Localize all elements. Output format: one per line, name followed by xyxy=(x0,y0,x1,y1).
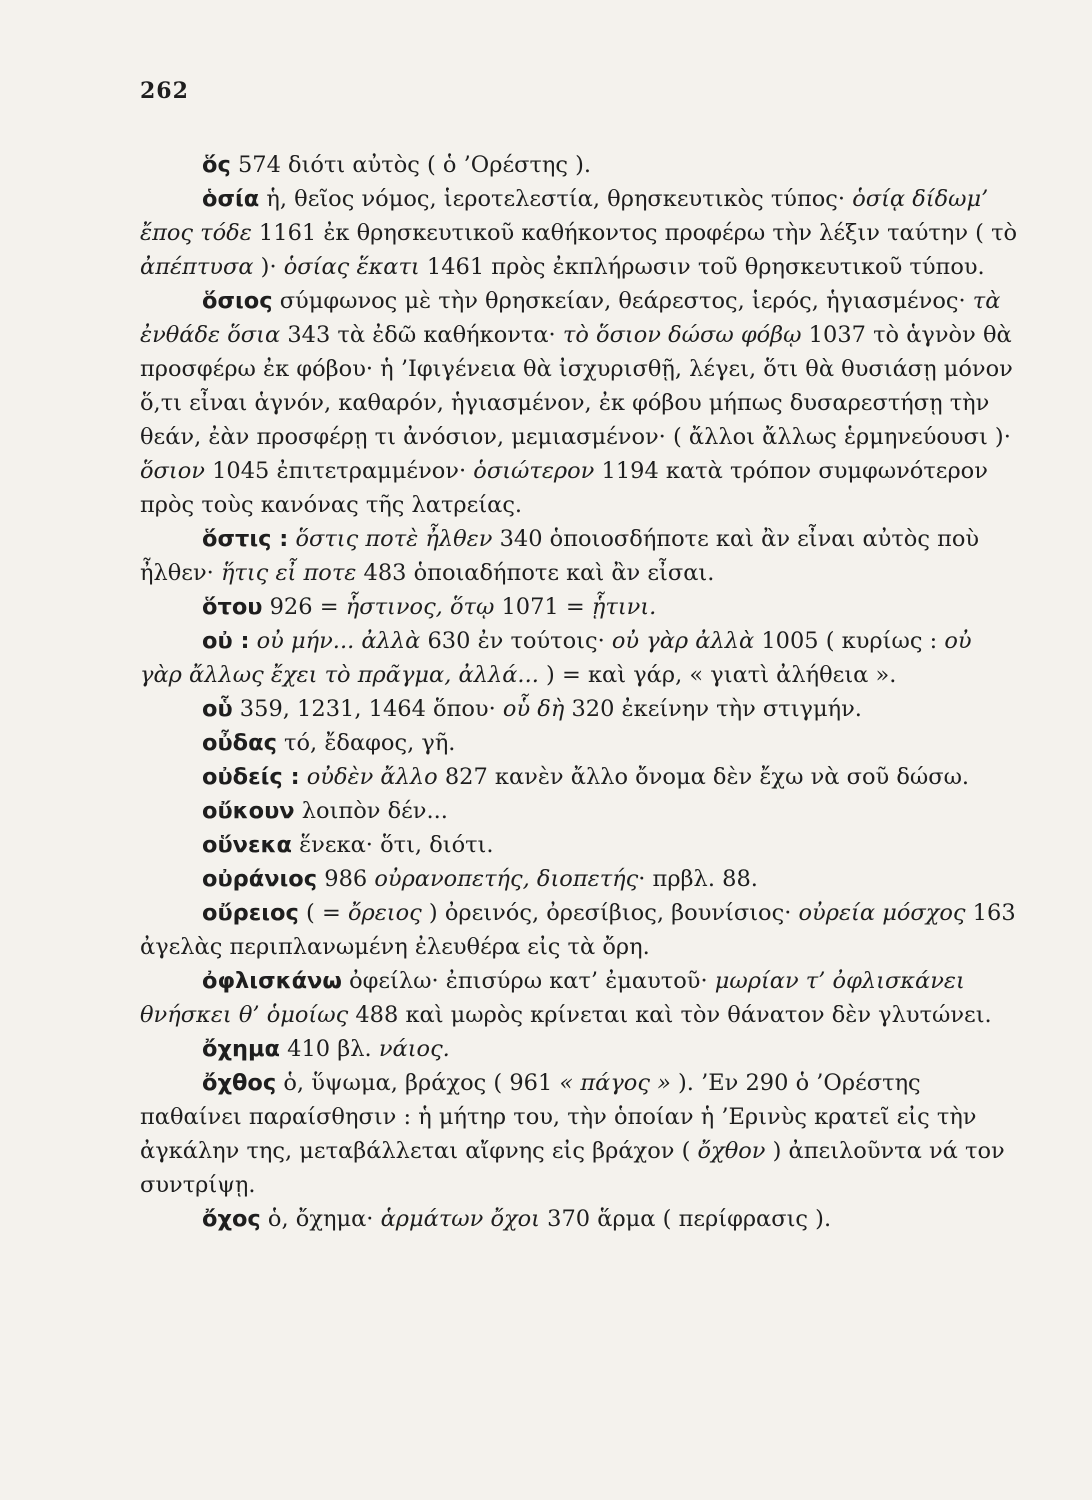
page-number: 262 xyxy=(140,78,189,104)
glossary-entry xyxy=(140,284,1020,522)
entry-text: 827 κανὲν ἄλλο ὄνομα δὲν ἔχω νὰ σοῦ δώσω. xyxy=(437,764,970,790)
entry-quote: οὐρεία μόσχος xyxy=(798,900,966,926)
entry-quote: οὐρανοπετής, διοπετής xyxy=(374,866,639,892)
glossary-entry xyxy=(140,1066,1020,1202)
entry-text: ὁ, ὄχημα· xyxy=(260,1206,381,1232)
entry-text: σύμφωνος μὲ τὴν θρησκείαν, θεάρεστος, ἱερός, ἡγιασμένος· xyxy=(272,288,973,314)
entry-text: 488 καὶ μωρὸς κρίνεται καὶ τὸν θάνατον δὲν γλυτώνει. xyxy=(348,1002,992,1028)
entry-text: 926 = xyxy=(262,594,346,620)
entry-quote: μωρίαν τ’ ὀφλισκάνει θνήσκει θ’ ὁμοίως xyxy=(140,968,965,1028)
entry-headword: ὅτου xyxy=(202,594,263,620)
entry-headword: ὄχημα xyxy=(202,1036,281,1062)
entry-quote: οὐ γὰρ ἀλλὰ xyxy=(611,628,755,654)
entry-quote: οὐδὲν ἄλλο xyxy=(306,764,438,790)
entry-quote: ἧστινος, ὅτῳ xyxy=(345,594,495,620)
entry-headword: ὀφλισκάνω xyxy=(202,968,342,994)
entry-text: 574 διότι αὐτὸς ( ὁ ’Ορέστης ). xyxy=(230,152,592,178)
entry-text: 986 xyxy=(317,866,375,892)
entry-text xyxy=(249,628,256,654)
glossary-entry xyxy=(140,1032,1020,1066)
glossary-entry xyxy=(140,760,1020,794)
entry-text: 359, 1231, 1464 ὅπου· xyxy=(232,696,503,722)
entry-text: 1037 τὸ ἁγνὸν θὰ προσφέρω ἐκ φόβου· ἡ ’Ιφιγένεια θὰ ἰσχυρισθῇ, λέγει, ὅτι θὰ θυσιάσῃ μόνον ὅ,τι εἶναι ἁγνόν, καθαρόν, ἡγιασμένον, ἐκ φόβου μήπως δυσαρεστήσῃ τὴν θεάν, ἐὰν προσφέρῃ τι ἀνόσιον, μεμιασμένον· ( ἄλλοι ἄλλως ἑρμηνεύουσι )· xyxy=(140,322,1013,450)
entry-text: ) = καὶ γάρ, « γιατὶ ἀλήθεια ». xyxy=(538,662,897,688)
entry-text: ( = xyxy=(298,900,348,926)
glossary-entry xyxy=(140,726,1020,760)
entry-headword: ὁσία xyxy=(202,186,260,212)
glossary-entry xyxy=(140,964,1020,1032)
entry-text: ἡ, θεῖος νόμος, ἱεροτελεστία, θρησκευτικὸς τύπος· xyxy=(259,186,853,212)
entry-text: 1045 ἐπιτετραμμένον· xyxy=(204,458,474,484)
entry-text: 410 βλ. xyxy=(280,1036,379,1062)
entry-headword: οὔρειος xyxy=(202,900,299,926)
glossary-entry xyxy=(140,828,1020,862)
entry-headword: ὅσιος xyxy=(202,288,273,314)
entry-text: 630 ἐν τούτοις· xyxy=(420,628,612,654)
entry-text: ἕνεκα· ὅτι, διότι. xyxy=(291,832,494,858)
entry-quote: οὐ γὰρ ἄλλως ἔχει τὸ πρᾶγμα, ἀλλά... xyxy=(140,628,972,688)
entry-text: 1161 ἐκ θρησκευτικοῦ καθήκοντος προφέρω τὴν λέξιν ταύτην ( τὸ xyxy=(251,220,1018,246)
entry-text: ὁ, ὕψωμα, βράχος ( 961 xyxy=(276,1070,560,1096)
glossary-entry xyxy=(140,1202,1020,1236)
entry-text: 483 ὁποιαδήποτε καὶ ἂν εἶσαι. xyxy=(356,560,715,586)
entry-text: ) ἀπειλοῦντα νά τον συντρίψῃ. xyxy=(140,1138,1005,1198)
entry-headword: οὗ xyxy=(202,696,233,722)
entry-quote: τὸ ὅσιον δώσω φόβῳ xyxy=(562,322,802,348)
entry-quote: ἁρμάτων ὄχοι xyxy=(380,1206,540,1232)
glossary-entry xyxy=(140,794,1020,828)
entry-quote: ὄχθον xyxy=(697,1138,766,1164)
glossary-entry xyxy=(140,624,1020,692)
entry-text: 320 ἐκείνην τὴν στιγμήν. xyxy=(564,696,862,722)
entry-text: 1005 ( κυρίως : xyxy=(754,628,945,654)
entry-quote: ὅσιον xyxy=(140,458,205,484)
entry-quote: ἥτις εἶ ποτε xyxy=(220,560,357,586)
entry-quote: νάιος. xyxy=(378,1036,450,1062)
entry-quote: ὁσίᾳ δίδωμ’ ἔπος τόδε xyxy=(140,186,989,246)
entry-quote: οὗ δὴ xyxy=(502,696,565,722)
entry-text: ὀφείλω· ἐπισύρω κατ’ ἐμαυτοῦ· xyxy=(341,968,715,994)
entry-headword: ὅστις : xyxy=(202,526,289,552)
entry-headword: οὖδας xyxy=(202,730,277,756)
entry-headword: ὄχος xyxy=(202,1206,261,1232)
entry-text: 163 ἀγελὰς περιπλανωμένη ἐλευθέρα εἰς τὰ ὄρη. xyxy=(140,900,1016,960)
entry-text: 370 ἅρμα ( περίφρασις ). xyxy=(540,1206,832,1232)
entry-text: ). ’Εν 290 ὁ ’Ορέστης παθαίνει παραίσθησιν : ἡ μήτηρ του, τὴν ὁποίαν ἡ ’Ερινὺς κρατεῖ εἰς τὴν ἀγκάλην της, μεταβάλλεται αἴφνης εἰς βράχον ( xyxy=(140,1070,977,1164)
glossary-entry xyxy=(140,148,1020,182)
entry-text: τό, ἔδαφος, γῆ. xyxy=(276,730,456,756)
entry-quote: οὐ μήν... ἀλλὰ xyxy=(256,628,421,654)
entry-quote: « πάγος » xyxy=(559,1070,671,1096)
glossary-entry xyxy=(140,896,1020,964)
glossary-entries xyxy=(140,148,1020,1236)
entry-text xyxy=(300,764,307,790)
entry-headword: ὅς xyxy=(202,152,231,178)
entry-text: 1071 = xyxy=(494,594,592,620)
entry-text: 1461 πρὸς ἐκπλήρωσιν τοῦ θρησκευτικοῦ τύπου. xyxy=(419,254,985,280)
glossary-entry xyxy=(140,692,1020,726)
glossary-entry xyxy=(140,522,1020,590)
entry-quote: ᾗτινι. xyxy=(591,594,657,620)
entry-headword: οὕνεκα xyxy=(202,832,292,858)
entry-quote: ὄρειος xyxy=(347,900,422,926)
entry-quote: ἀπέπτυσα xyxy=(140,254,254,280)
entry-headword: οὐδείς : xyxy=(202,764,300,790)
entry-quote: ὁσίας ἕκατι xyxy=(283,254,420,280)
entry-headword: ὄχθος xyxy=(202,1070,277,1096)
entry-text: 1194 κατὰ τρόπον συμφωνότερον πρὸς τοὺς κανόνας τῆς λατρείας. xyxy=(140,458,988,518)
entry-quote: ὁσιώτερον xyxy=(473,458,595,484)
entry-text: 343 τὰ ἐδῶ καθήκοντα· xyxy=(280,322,563,348)
entry-text: λοιπὸν δέν... xyxy=(294,798,448,824)
entry-headword: οὔκουν xyxy=(202,798,295,824)
entry-headword: οὐράνιος xyxy=(202,866,318,892)
entry-text: )· xyxy=(253,254,284,280)
entry-text: · πρβλ. 88. xyxy=(638,866,758,892)
glossary-entry xyxy=(140,862,1020,896)
entry-text: ) ὀρεινός, ὀρεσίβιος, βουνίσιος· xyxy=(421,900,799,926)
entry-headword: οὐ : xyxy=(202,628,250,654)
glossary-entry xyxy=(140,590,1020,624)
glossary-entry xyxy=(140,182,1020,284)
entry-quote: τὰ ἐνθάδε ὅσια xyxy=(140,288,1001,348)
entry-text: 340 ὁποιοσδήποτε καὶ ἂν εἶναι αὐτὸς ποὺ ἦλθεν· xyxy=(140,526,980,586)
entry-quote: ὅστις ποτὲ ἦλθεν xyxy=(295,526,493,552)
